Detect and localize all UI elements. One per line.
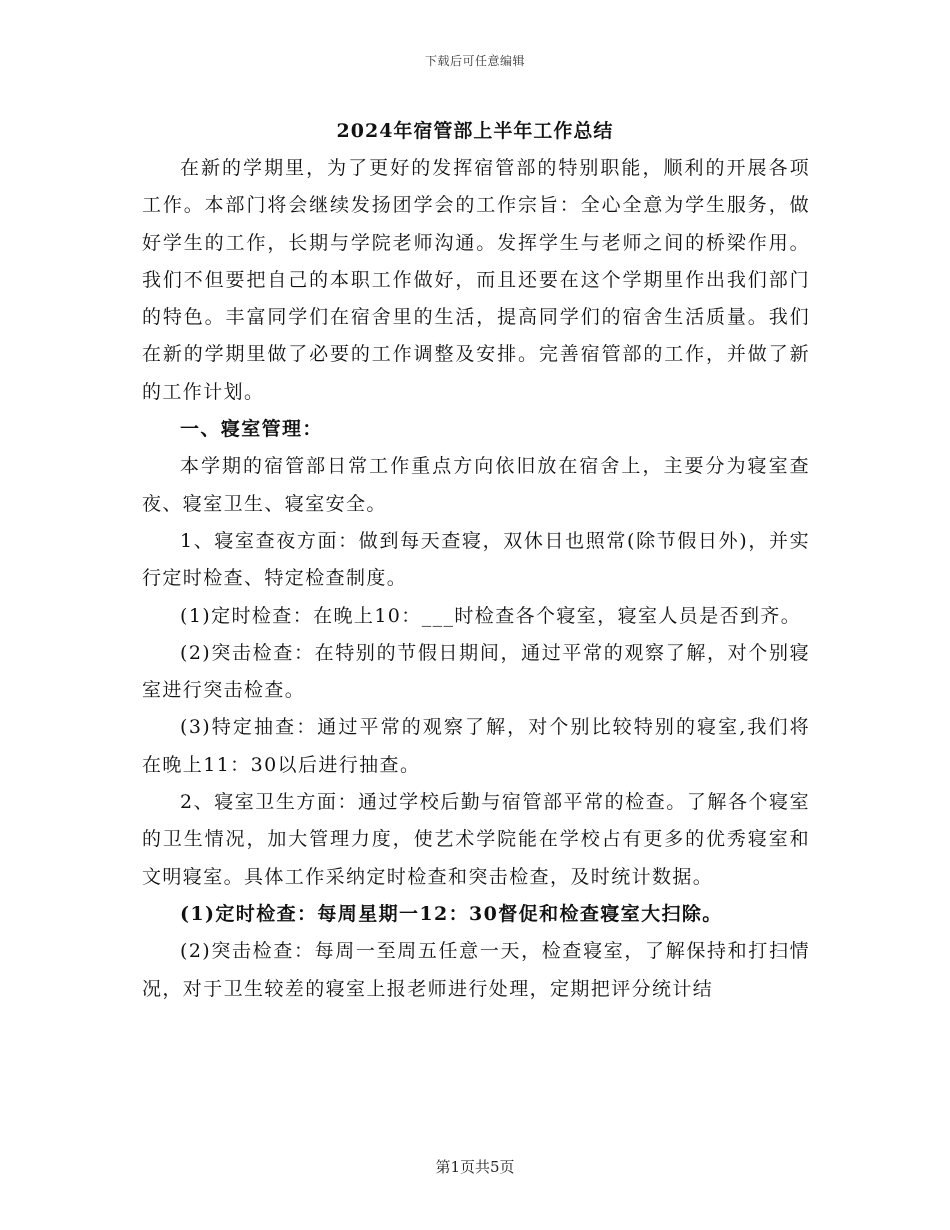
paragraph: (3)特定抽查：通过平常的观察了解，对个别比较特别的寝室,我们将在晚上11：30以后进行抽查。 [142, 716, 810, 776]
paragraph: (1)定时检查：在晚上10：___时检查各个寝室，寝室人员是否到齐。 [180, 604, 802, 627]
paragraph-bold: (1)定时检查：每周星期一12：30督促和检查寝室大扫除。 [180, 902, 723, 925]
document-body [142, 150, 810, 1008]
paragraph: 2、寝室卫生方面：通过学校后勤与宿管部平常的检查。了解各个寝室的卫生情况，加大管理力度，使艺术学院能在学校占有更多的优秀寝室和文明寝室。具体工作采纳定时检查和突击检查，及时统计数据。 [142, 791, 810, 888]
document-title: 2024年宿管部上半年工作总结 [336, 120, 614, 142]
paragraph: (2)突击检查：每周一至周五任意一天，检查寝室，了解保持和打扫情况，对于卫生较差的寝室上报老师进行处理，定期把评分统计结 [142, 940, 810, 1000]
paragraph: (2)突击检查：在特别的节假日期间，通过平常的观察了解，对个别寝室进行突击检查。 [142, 641, 810, 702]
paragraph-intro: 在新的学期里，为了更好的发挥宿管部的特别职能，顺利的开展各项工作。本部门将会继续发扬团学会的工作宗旨：全心全意为学生服务，做好学生的工作，长期与学院老师沟通。发挥学生与老师之间的桥梁作用。我们不但要把自己的本职工作做好，而且还要在这个学期里作出我们部门的特色。丰富同学们在宿舍里的生活，提高同学们的宿舍生活质量。我们在新的学期里做了必要的工作调整及安排。完善宿管部的工作，并做了新的工作计划。 [142, 157, 810, 403]
section-heading: 一、寝室管理： [180, 418, 323, 441]
paragraph: 本学期的宿管部日常工作重点方向依旧放在宿舍上，主要分为寝室查夜、寝室卫生、寝室安全。 [142, 455, 810, 515]
paragraph: 1、寝室查夜方面：做到每天查寝，双休日也照常(除节假日外)，并实行定时检查、特定检查制度。 [142, 529, 810, 590]
header-note: 下载后可任意编辑 [424, 54, 525, 68]
page-number: 第1页共5页 [435, 1158, 515, 1176]
